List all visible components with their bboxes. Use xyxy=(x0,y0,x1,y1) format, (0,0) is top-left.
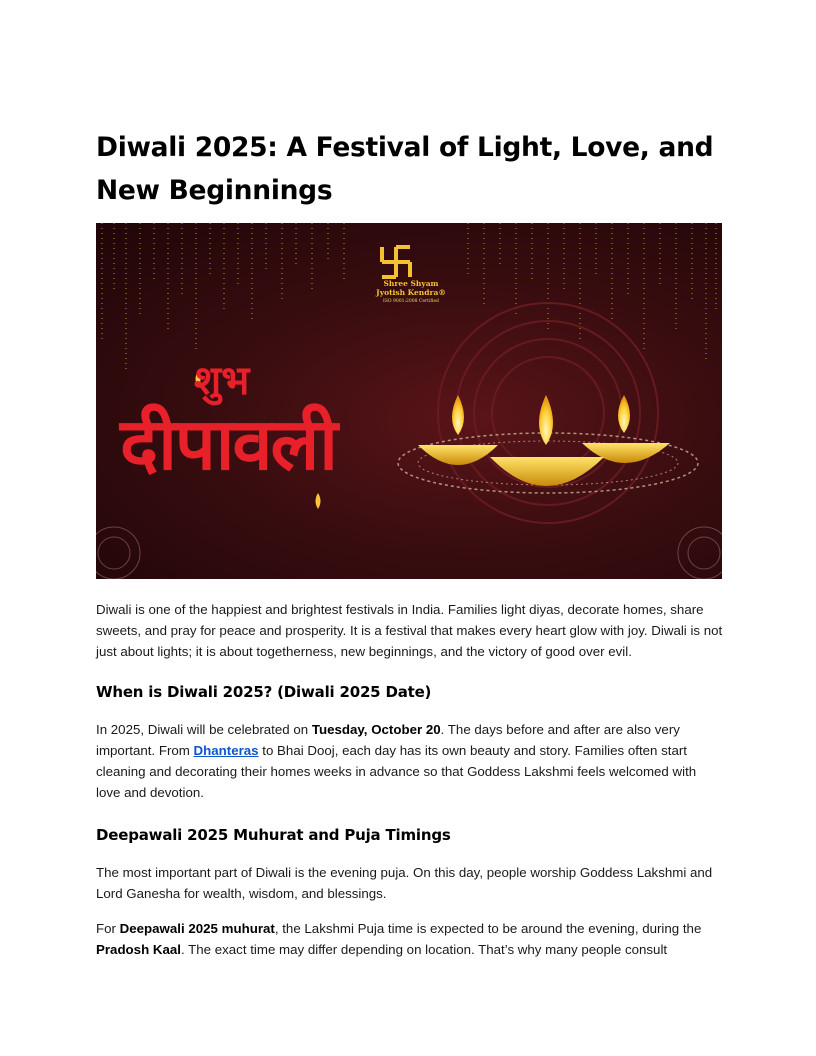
date-bold: Tuesday, October 20 xyxy=(311,722,441,737)
section-heading-date: When is Diwali 2025? (Diwali 2025 Date) xyxy=(96,683,432,701)
page-title: Diwali 2025: A Festival of Light, Love, and New Beginnings xyxy=(96,132,714,206)
diya-left xyxy=(418,395,498,465)
date-text-before: In 2025, Diwali will be celebrated on xyxy=(96,722,312,737)
muhurat-text-before: For xyxy=(96,921,120,936)
logo-line-3: ISO 9001:2008 Certified xyxy=(383,299,439,304)
diwali-banner-image xyxy=(96,223,722,579)
diya-center xyxy=(490,395,604,486)
document-page xyxy=(96,126,723,960)
date-text-mid: . The days before and after are also very important. From xyxy=(96,722,680,758)
logo-symbol xyxy=(382,247,410,277)
muhurat-text-after: . The exact time may differ depending on location. That’s why many people consult xyxy=(180,942,668,957)
muhurat-paragraph-2 xyxy=(96,918,723,960)
intro-paragraph: Diwali is one of the happiest and brightest festivals in India. Families light diyas, decorate homes, share sweets, and pray for peace and prosperity. It is a festival that makes every heart glow with joy. Diwali is not just about lights; it is about togetherness, new beginnings, and the victory of good over evil. xyxy=(96,602,723,659)
date-text-after: to Bhai Dooj, each day has its own beauty and story. Families often start cleaning and decorating their homes weeks in advance so that Goddess Lakshmi feels welcomed with love and devotion. xyxy=(96,743,697,800)
logo-text xyxy=(366,279,456,306)
banner-shubh-text: शुभ xyxy=(194,357,250,404)
muhurat-bold-2: Pradosh Kaal xyxy=(96,942,181,957)
section-heading-muhurat: Deepawali 2025 Muhurat and Puja Timings xyxy=(96,826,451,844)
logo-line-2: Jyotish Kendra® xyxy=(376,288,446,297)
dhanteras-link[interactable]: Dhanteras xyxy=(193,743,259,758)
muhurat-paragraph-1: The most important part of Diwali is the evening puja. On this day, people worship Goddess Lakshmi and Lord Ganesha for wealth, wisdom, and blessings. xyxy=(96,865,713,901)
banner-deepavali-text: दीपावली xyxy=(120,401,336,486)
logo-line-1: Shree Shyam xyxy=(383,279,439,288)
date-paragraph xyxy=(96,719,723,803)
muhurat-text-mid: , the Lakshmi Puja time is expected to be around the evening, during the xyxy=(274,921,702,936)
muhurat-bold-1: Deepawali 2025 muhurat xyxy=(119,921,275,936)
